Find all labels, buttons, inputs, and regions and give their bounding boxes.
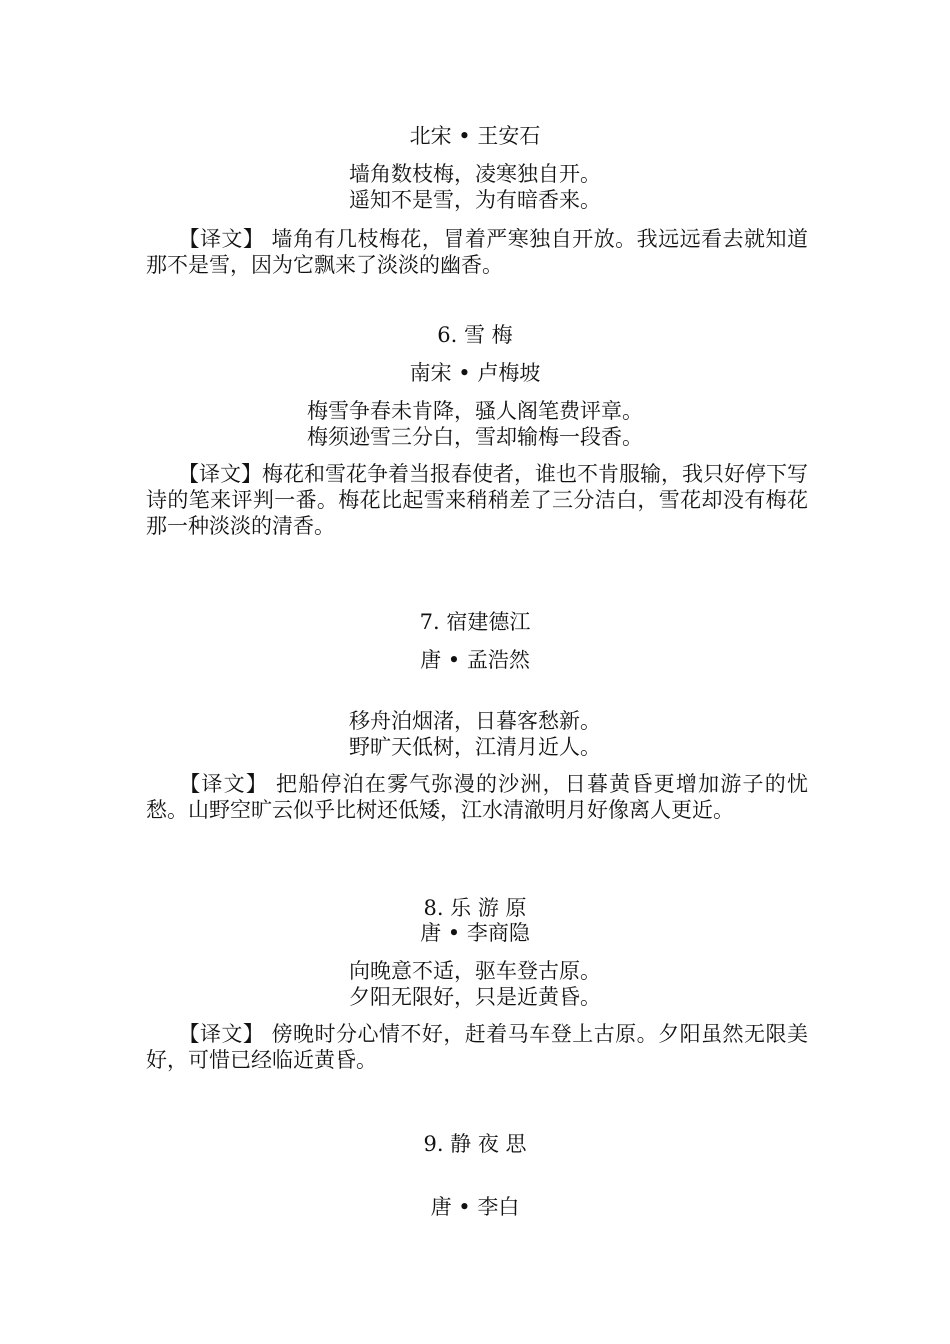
poem-8-verse-1: 向晚意不适，驱车登古原。 <box>349 959 601 983</box>
poem-9-title: 9. 静 夜 思 <box>423 1132 527 1156</box>
poem-6-title: 6. 雪 梅 <box>437 323 513 347</box>
poem-7-title: 7. 宿建德江 <box>419 610 531 634</box>
poem-6-translation-text: 【译文】梅花和雪花争着当报春使者，谁也不肯服输，我只好停下写诗的笔来评判一番。梅花比起雪来稍稍差了三分洁白，雪花却没有梅花那一种淡淡的清香。 <box>146 462 808 538</box>
poem-5-translation-text: 【译文】 墙角有几枝梅花，冒着严寒独自开放。我远远看去就知道那不是雪，因为它飘来了淡淡的幽香。 <box>146 227 808 277</box>
poem-7-translation <box>146 771 808 823</box>
poem-7-translation-text: 【译文】 把船停泊在雾气弥漫的沙洲，日暮黄昏更增加游子的忧愁。山野空旷云似乎比树还低矮，江水清澈明月好像离人更近。 <box>146 772 808 822</box>
poem-6-verse-2: 梅须逊雪三分白，雪却输梅一段香。 <box>307 425 643 449</box>
poem-5-verse-2: 遥知不是雪，为有暗香来。 <box>349 188 601 212</box>
poem-8-translation-text: 【译文】 傍晚时分心情不好，赶着马车登上古原。夕阳虽然无限美好，可惜已经临近黄昏。 <box>146 1022 808 1072</box>
poem-8-title: 8. 乐 游 原 <box>423 896 527 920</box>
poem-8-verse-2: 夕阳无限好，只是近黄昏。 <box>349 985 601 1009</box>
poem-9-author: 唐 • 李白 <box>430 1195 520 1219</box>
poem-5-verse-1: 墙角数枝梅，凌寒独自开。 <box>349 162 601 186</box>
poem-8-translation <box>146 1021 808 1073</box>
poem-5-author: 北宋 • 王安石 <box>409 124 541 148</box>
poem-6-translation <box>146 461 808 539</box>
poem-6-author: 南宋 • 卢梅坡 <box>409 361 541 385</box>
poem-7-verse-1: 移舟泊烟渚，日暮客愁新。 <box>349 709 601 733</box>
poem-7-verse-2: 野旷天低树，江清月近人。 <box>349 735 601 759</box>
poem-8-author: 唐 • 李商隐 <box>420 921 530 945</box>
poem-5-translation <box>146 226 808 278</box>
poem-6-verse-1: 梅雪争春未肯降，骚人阁笔费评章。 <box>307 399 643 423</box>
poem-7-author: 唐 • 孟浩然 <box>420 648 530 672</box>
